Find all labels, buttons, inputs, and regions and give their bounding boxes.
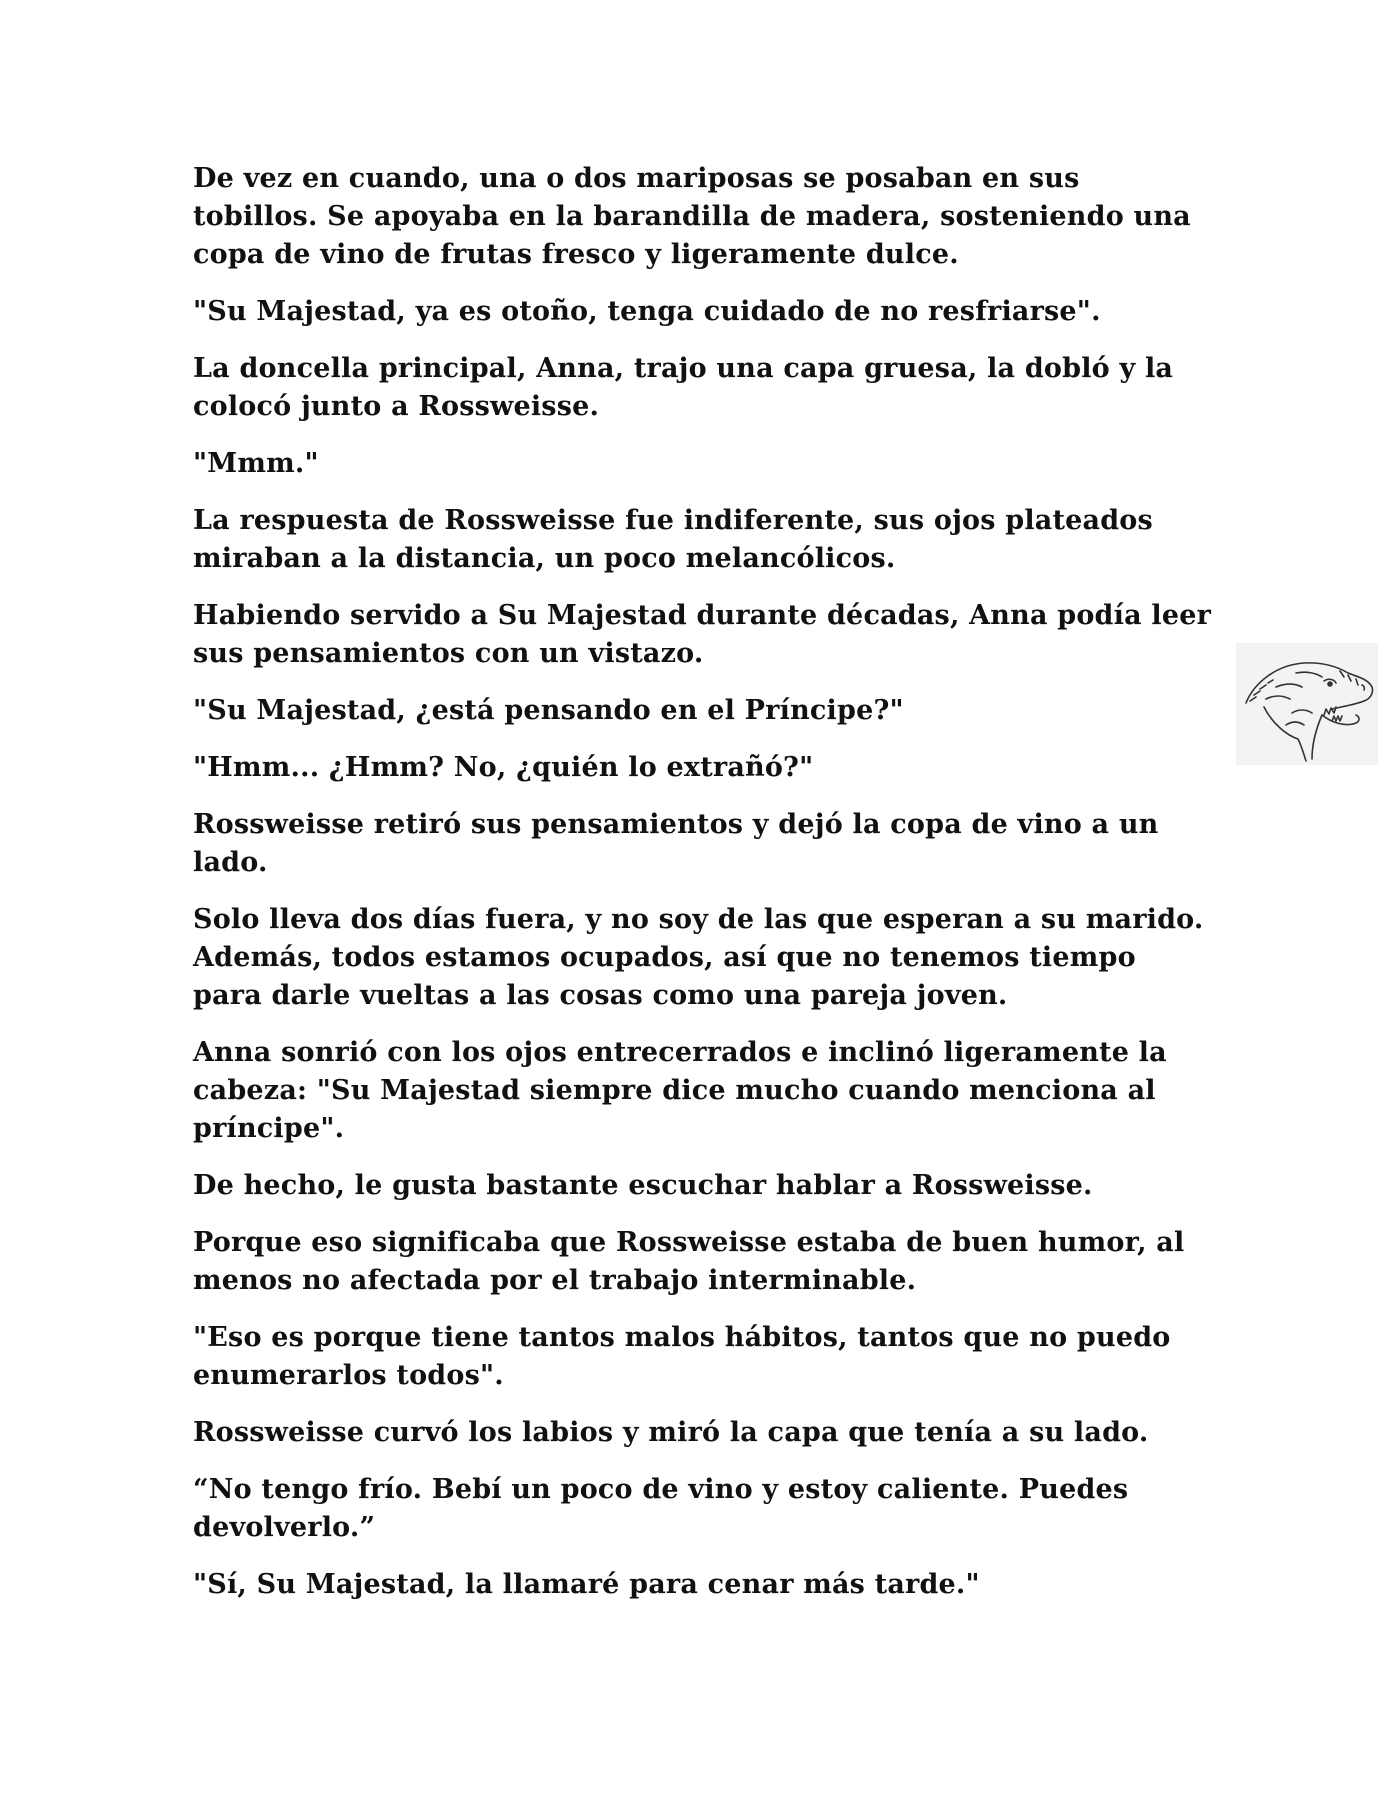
paragraph: Porque eso significaba que Rossweisse estaba de buen humor, al menos no afectada por el trabajo interminable.	[193, 1227, 1185, 1296]
paragraph: “No tengo frío. Bebí un poco de vino y estoy caliente. Puedes devolverlo.”	[193, 1474, 1129, 1543]
paragraph: Rossweisse retiró sus pensamientos y dejó la copa de vino a un lado.	[193, 809, 1159, 878]
paragraph: De vez en cuando, una o dos mariposas se posaban en sus tobillos. Se apoyaba en la barandilla de madera, sosteniendo una copa de vino de frutas fresco y ligeramente dulce.	[193, 163, 1191, 270]
paragraph: Anna sonrió con los ojos entrecerrados e inclinó ligeramente la cabeza: "Su Majestad siempre dice mucho cuando menciona al príncipe".	[193, 1037, 1167, 1144]
paragraph: "Su Majestad, ya es otoño, tenga cuidado de no resfriarse".	[193, 296, 1101, 327]
paragraph: De hecho, le gusta bastante escuchar hablar a Rossweisse.	[193, 1170, 1093, 1201]
paragraph: "Mmm."	[193, 448, 319, 479]
dinosaur-head-icon	[1236, 643, 1378, 765]
paragraph: La respuesta de Rossweisse fue indiferente, sus ojos plateados miraban a la distancia, un poco melancólicos.	[193, 505, 1153, 574]
paragraph: Habiendo servido a Su Majestad durante décadas, Anna podía leer sus pensamientos con un vistazo.	[193, 600, 1212, 669]
paragraph: Rossweisse curvó los labios y miró la capa que tenía a su lado.	[193, 1417, 1149, 1448]
paragraph: "Su Majestad, ¿está pensando en el Príncipe?"	[193, 695, 904, 726]
paragraph: "Eso es porque tiene tantos malos hábitos, tantos que no puedo enumerarlos todos".	[193, 1322, 1171, 1391]
document-body	[193, 160, 1213, 1623]
paragraph: Solo lleva dos días fuera, y no soy de las que esperan a su marido. Además, todos estamos ocupados, así que no tenemos tiempo para darle vueltas a las cosas como una pareja joven.	[193, 904, 1204, 1011]
paragraph: La doncella principal, Anna, trajo una capa gruesa, la dobló y la colocó junto a Rossweisse.	[193, 353, 1174, 422]
paragraph: "Hmm... ¿Hmm? No, ¿quién lo extrañó?"	[193, 752, 814, 783]
paragraph: "Sí, Su Majestad, la llamaré para cenar más tarde."	[193, 1569, 980, 1600]
